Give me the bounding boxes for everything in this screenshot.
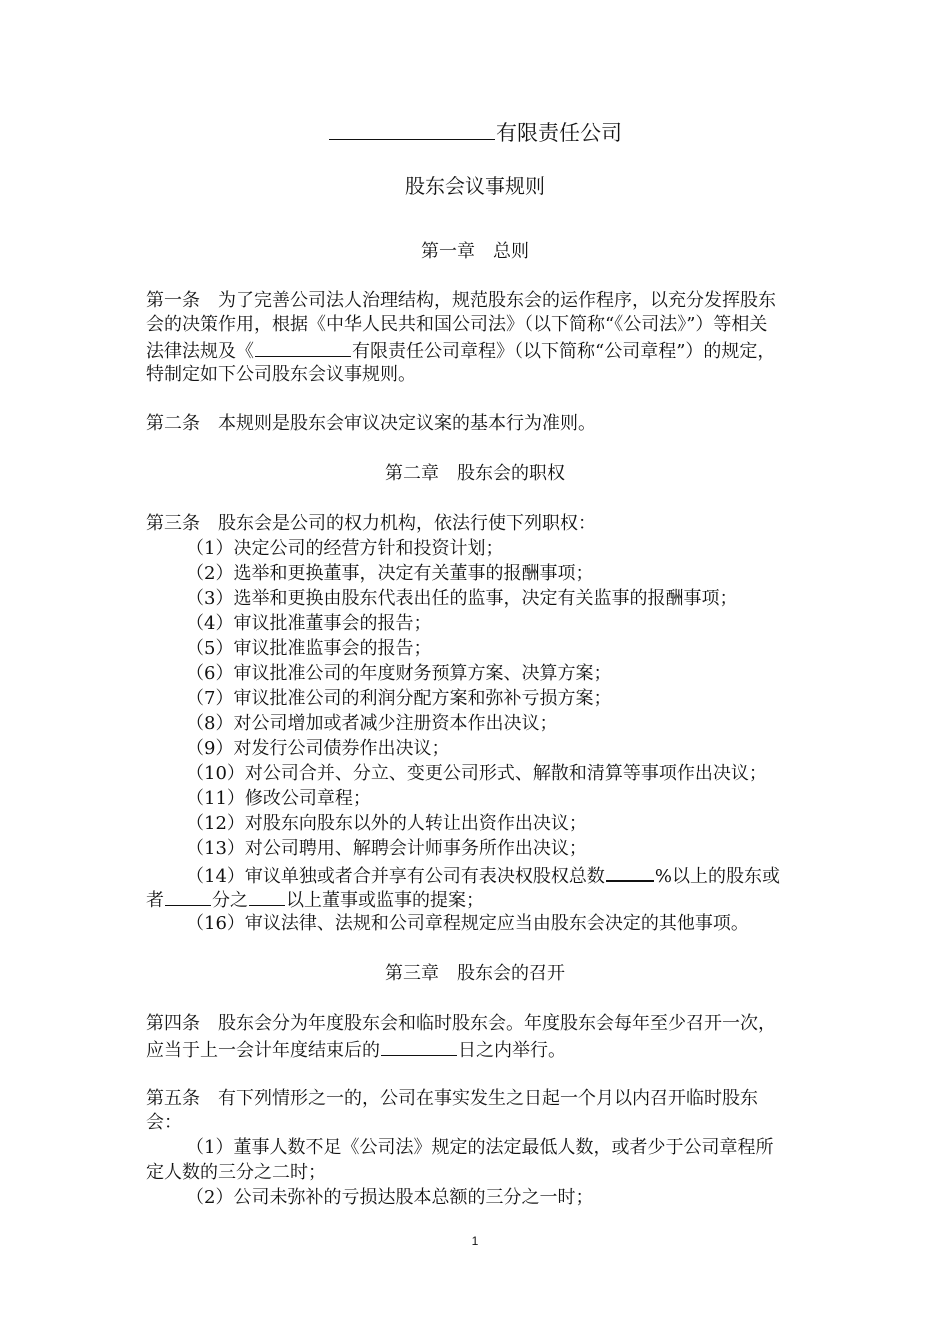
article-3-item: （5）审议批准监事会的报告； xyxy=(186,638,432,659)
chapter-1-heading: 第一章 总则 xyxy=(421,241,529,262)
company-name-blank xyxy=(329,121,495,140)
article-3-item: （6）审议批准公司的年度财务预算方案、决算方案； xyxy=(186,663,612,684)
article-3-item-16: （16）审议法律、法规和公司章程规定应当由股东会决定的其他事项。 xyxy=(186,913,749,934)
article-5-item-1-line-1: （1）董事人数不足《公司法》规定的法定最低人数，或者少于公司章程所 xyxy=(186,1137,774,1158)
article-1-line-3a: 法律法规及《 xyxy=(146,341,254,362)
article-1-line-4: 特制定如下公司股东会议事规则。 xyxy=(146,364,416,385)
fraction-numerator-blank xyxy=(249,887,285,906)
article-2-line-1: 第二条 本规则是股东会审议决定议案的基本行为准则。 xyxy=(146,413,596,434)
company-title: 有限责任公司 xyxy=(496,121,622,145)
item-14-text-b: %以上的股东或 xyxy=(654,866,781,887)
fraction-denominator-blank xyxy=(165,887,211,906)
article-4-line-2a: 应当于上一会计年度结束后的 xyxy=(146,1040,380,1061)
item-14-text-a: （14）审议单独或者合并享有公司有表决权股权总数 xyxy=(186,866,605,887)
article-1-line-3 xyxy=(146,338,775,364)
days-blank xyxy=(381,1037,457,1056)
article-3-item: （4）审议批准董事会的报告； xyxy=(186,613,432,634)
article-3-item: （8）对公司增加或者减少注册资本作出决议； xyxy=(186,713,558,734)
article-1-line-3b: 有限责任公司章程》（以下简称“公司章程”）的规定， xyxy=(352,341,776,362)
item-14-text-c: 者 xyxy=(146,890,164,911)
article-3-item: （9）对发行公司债券作出决议； xyxy=(186,738,450,759)
article-4-line-2 xyxy=(146,1037,566,1063)
item-14-text-e: 以上董事或监事的提案； xyxy=(286,890,484,911)
article-3-item: （2）选举和更换董事，决定有关董事的报酬事项； xyxy=(186,563,594,584)
article-5-item-2: （2）公司未弥补的亏损达股本总额的三分之一时； xyxy=(186,1187,594,1208)
article-3-item-14-line-2 xyxy=(146,887,484,913)
document-title: 股东会议事规则 xyxy=(405,174,545,198)
article-3-item: （12）对股东向股东以外的人转让出资作出决议； xyxy=(186,813,587,834)
article-1-line-1: 第一条 为了完善公司法人治理结构，规范股东会的运作程序，以充分发挥股东 xyxy=(146,290,776,311)
article-5-line-1: 第五条 有下列情形之一的，公司在事实发生之日起一个月以内召开临时股东 xyxy=(146,1088,758,1109)
percent-blank xyxy=(606,862,654,882)
article-3-item: （11）修改公司章程； xyxy=(186,788,371,809)
item-14-text-d: 分之 xyxy=(212,890,248,911)
chapter-2-heading: 第二章 股东会的职权 xyxy=(385,463,565,484)
company-title-line xyxy=(0,121,950,145)
article-4-line-1: 第四条 股东会分为年度股东会和临时股东会。年度股东会每年至少召开一次， xyxy=(146,1013,776,1034)
article-1-line-2: 会的决策作用，根据《中华人民共和国公司法》（以下简称“《公司法》”）等相关 xyxy=(146,314,768,335)
article-4-line-2b: 日之内举行。 xyxy=(458,1040,566,1061)
article-3-item-14-line-1 xyxy=(186,862,780,889)
article-5-line-2: 会： xyxy=(146,1112,182,1133)
article-3-intro: 第三条 股东会是公司的权力机构，依法行使下列职权： xyxy=(146,513,596,534)
page-number: 1 xyxy=(471,1234,479,1248)
article-5-item-1-line-2: 定人数的三分之二时； xyxy=(146,1162,326,1183)
article-3-item: （3）选举和更换由股东代表出任的监事，决定有关监事的报酬事项； xyxy=(186,588,738,609)
article-3-item: （10）对公司合并、分立、变更公司形式、解散和清算等事项作出决议； xyxy=(186,763,767,784)
chapter-3-heading: 第三章 股东会的召开 xyxy=(385,963,565,984)
article-3-item: （7）审议批准公司的利润分配方案和弥补亏损方案； xyxy=(186,688,612,709)
article-3-item: （1）决定公司的经营方针和投资计划； xyxy=(186,538,504,559)
charter-company-blank xyxy=(255,338,351,357)
article-3-item: （13）对公司聘用、解聘会计师事务所作出决议； xyxy=(186,838,587,859)
